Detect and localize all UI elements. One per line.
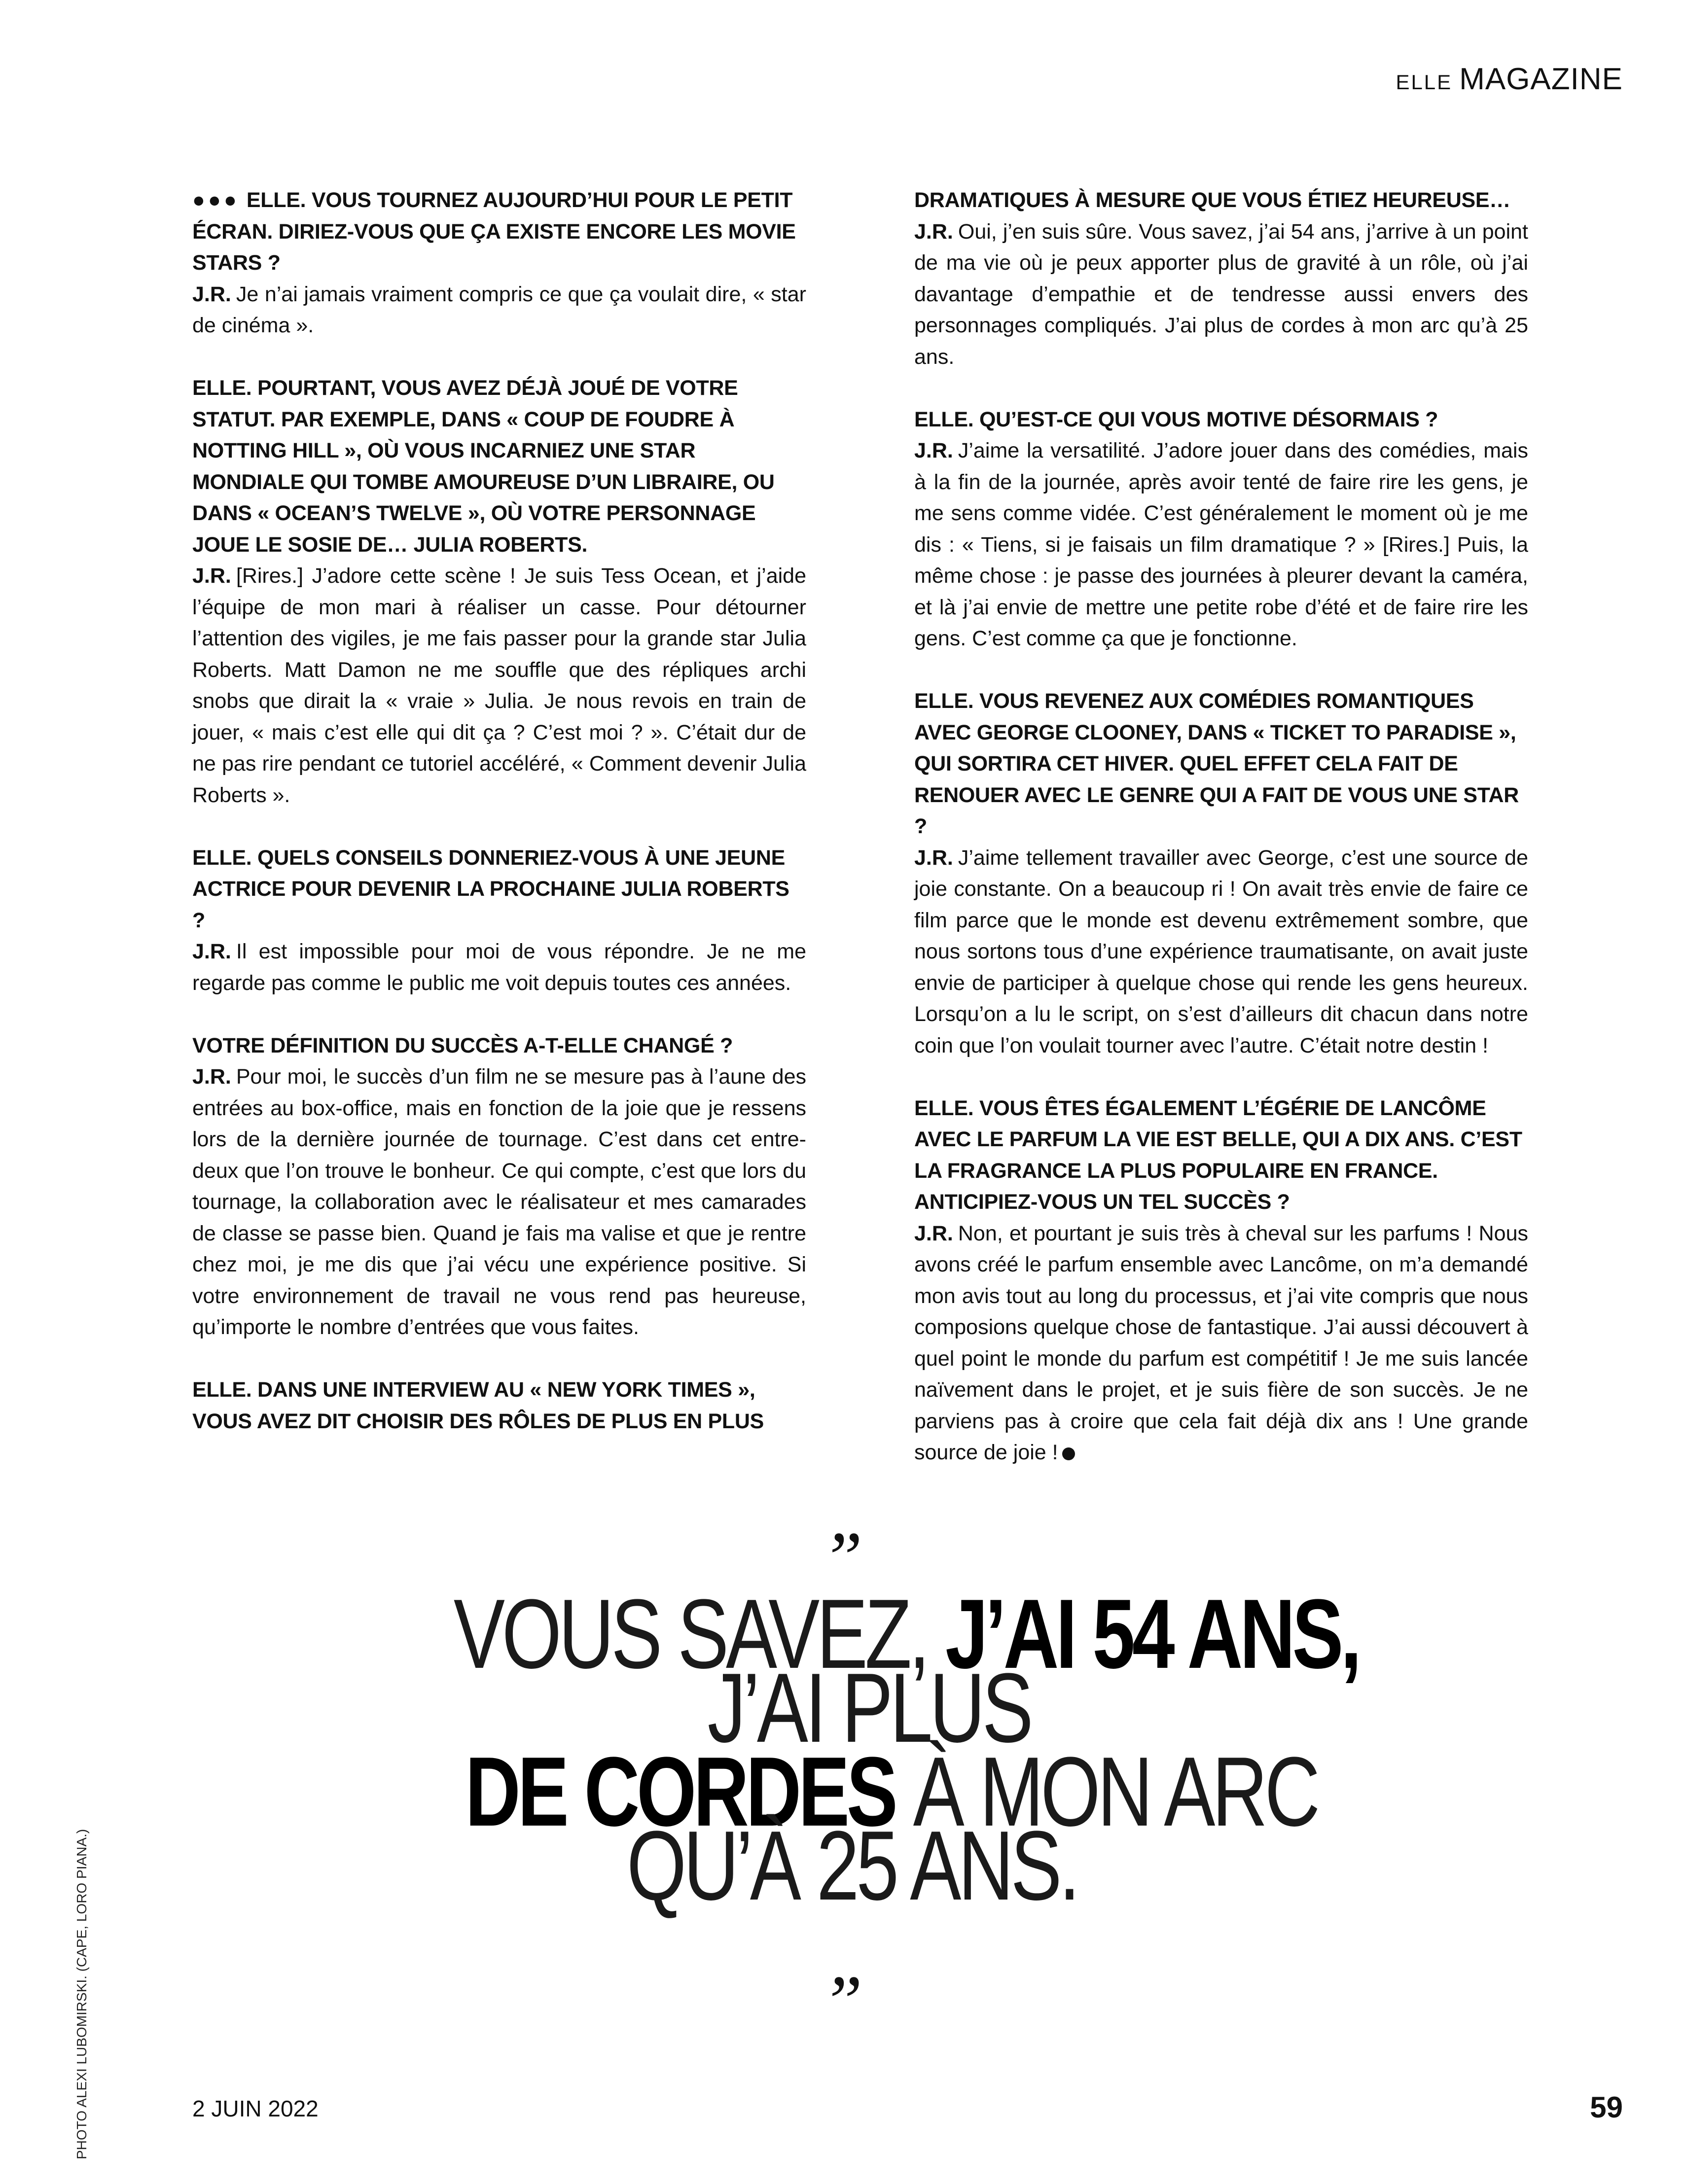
pull-quote-light-text: QU’À 25 ANS. (626, 1811, 1077, 1921)
interview-question (914, 404, 1528, 436)
interview-block (192, 185, 806, 342)
interview-block (192, 1374, 806, 1437)
answer-text: J’aime tellement travailler avec George, c’est une source de joie constante. On a beaucoup ri ! On avait très envie de faire ce film parce que le monde est devenu extrêmement sombre, que nous sortons tous d’une expérience traumatisante, on avait juste envie de participer à quelque chose qui rende les gens heureux. Lorsqu’on a lu le script, on s’est d’ailleurs dit chacun dans notre coin que l’on voulait tourner avec l’autre. C’était notre destin ! (914, 845, 1528, 1057)
answer-text: Non, et pourtant je suis très à cheval sur les parfums ! Nous avons créé le parfum ensemble avec Lancôme, on m’a demandé mon avis tout au long du processus, et j’ai vite compris que nous composions quelque chose de fantastique. J’ai aussi découvert à quel point le monde du parfum est compétitif ! Je me suis lancée naïvement dans le projet, et je suis fière de son succès. Je ne parviens pas à croire que cela fait déjà dix ans ! Une grande source de joie ! (914, 1221, 1528, 1464)
interview-question (192, 1374, 806, 1437)
pull-quote-bold-text: J’AI 54 ANS, (945, 1579, 1359, 1689)
pull-quote-light-text: À MON ARC (895, 1737, 1317, 1847)
page-number: 59 (1590, 2091, 1623, 2124)
interview-question (914, 1093, 1528, 1218)
speaker-initials: J.R. (192, 282, 231, 306)
section-label: MAGAZINE (1459, 62, 1623, 96)
interview-question (192, 185, 806, 279)
speaker-initials: J.R. (192, 564, 231, 588)
speaker-initials: J.R. (192, 1065, 231, 1089)
right-column (914, 185, 1528, 1500)
question-text: ELLE. QU’EST-CE QUI VOUS MOTIVE DÉSORMAIS ? (914, 407, 1438, 431)
interview-question (192, 1030, 806, 1062)
interview-answer (192, 561, 806, 811)
speaker-initials: J.R. (192, 940, 231, 963)
opening-quote-mark: ” (821, 1517, 863, 1599)
photo-credit: PHOTO ALEXI LUBOMIRSKI. (CAPE, LORO PIANA.) (74, 1829, 89, 2159)
answer-text: Il est impossible pour moi de vous répondre. Je ne me regarde pas comme le public me voit depuis toutes ces années. (192, 940, 806, 995)
interview-answer (914, 843, 1528, 1062)
question-text: ELLE. VOUS TOURNEZ AUJOURD’HUI POUR LE PETIT ÉCRAN. DIRIEZ-VOUS QUE ÇA EXISTE ENCORE LES MOVIE STARS ? (192, 188, 796, 275)
speaker-initials: J.R. (914, 219, 953, 244)
brand-label: ELLE (1396, 70, 1453, 94)
question-text: VOTRE DÉFINITION DU SUCCÈS A-T-ELLE CHANGÉ ? (192, 1033, 733, 1057)
question-text: DRAMATIQUES À MESURE QUE VOUS ÉTIEZ HEUREUSE… (914, 188, 1510, 212)
interview-block (192, 1030, 806, 1343)
interview-block (192, 843, 806, 999)
question-text: ELLE. DANS UNE INTERVIEW AU « NEW YORK TIMES », VOUS AVEZ DIT CHOISIR DES RÔLES DE PLUS EN PLUS (192, 1378, 764, 1433)
interview-block (914, 404, 1528, 655)
question-text: ELLE. VOUS REVENEZ AUX COMÉDIES ROMANTIQUES AVEC GEORGE CLOONEY, DANS « TICKET TO PARADISE », QUI SORTIRA CET HIVER. QUEL EFFET CELA FAIT DE RENOUER AVEC LE GENRE QUI A FAIT DE VOUS UNE STAR ? (914, 689, 1519, 838)
closing-quote-mark: ” (821, 1961, 863, 2043)
issue-date: 2 JUIN 2022 (192, 2096, 319, 2121)
interview-block (914, 686, 1528, 1061)
interview-answer (914, 435, 1528, 655)
interview-question (914, 686, 1528, 843)
bullet-dots-icon: ●●● (192, 188, 240, 212)
interview-answer (192, 279, 806, 342)
pull-quote-line (626, 1811, 1077, 1921)
answer-text: J’aime la versatilité. J’adore jouer dans des comédies, mais à la fin de la journée, après avoir tenté de faire rire les gens, je me sens comme vidée. C’est généralement le moment où je me dis : « Tiens, si je faisais un film dramatique ? » [Rires.] Puis, la même chose : je passe des journées à pleurer devant la caméra, et là j’ai envie de mettre une petite robe d’été et de faire rire les gens. C’est comme ça que je fonctionne. (914, 439, 1528, 650)
magazine-header (1396, 62, 1623, 97)
interview-question (192, 373, 806, 561)
speaker-initials: J.R. (914, 439, 953, 462)
speaker-initials: J.R. (914, 1221, 953, 1245)
interview-answer (914, 216, 1528, 373)
interview-answer (914, 1218, 1528, 1469)
interview-block (914, 185, 1528, 373)
answer-text: [Rires.] J’adore cette scène ! Je suis Tess Ocean, et j’aide l’équipe de mon mari à réaliser un casse. Pour détourner l’attention des vigiles, je me fais passer pour la grande star Julia Roberts. Matt Damon ne me souffle que des répliques archi snobs que dirait la « vraie » Julia. Je nous revois en train de jouer, « mais c’est elle qui dit ça ? C’est moi ? ». C’était dur de ne pas rire pendant ce tutoriel accéléré, « Comment devenir Julia Roberts ». (192, 564, 806, 807)
left-column (192, 185, 806, 1469)
interview-question (192, 843, 806, 937)
interview-answer (192, 936, 806, 999)
answer-text: Pour moi, le succès d’un film ne se mesure pas à l’aune des entrées au box-office, mais en fonction de la joie que je ressens lors de la dernière journée de tournage. C’est dans cet entre-deux que l’on trouve le bonheur. Ce qui compte, c’est que lors du tournage, la collaboration avec le réalisateur et mes camarades de classe se passe bien. Quand je fais ma valise et que je rentre chez moi, je me dis que j’ai vécu une expérience positive. Si votre environnement de travail ne vous rend pas heureuse, qu’importe le nombre d’entrées que vous faites. (192, 1065, 806, 1339)
question-text: ELLE. VOUS ÊTES ÉGALEMENT L’ÉGÉRIE DE LANCÔME AVEC LE PARFUM LA VIE EST BELLE, QUI A DIX ANS. C’EST LA FRAGRANCE LA PLUS POPULAIRE EN FRANCE. ANTICIPIEZ-VOUS UN TEL SUCCÈS ? (914, 1096, 1522, 1214)
interview-block (914, 1093, 1528, 1469)
pull-quote-light-text: J’AI PLUS (707, 1653, 1031, 1763)
answer-text: Oui, j’en suis sûre. Vous savez, j’ai 54 ans, j’arrive à un point de ma vie où je peux apporter plus de gravité à un rôle, où j’ai davantage d’empathie et de tendresse aussi envers des personnages compliqués. J’ai plus de cordes à mon arc qu’à 25 ans. (914, 219, 1528, 369)
end-mark-icon (1062, 1447, 1075, 1460)
pull-quote-light-text: VOUS SAVEZ, (453, 1579, 946, 1689)
pull-quote-bold-text: DE CORDES (465, 1737, 895, 1847)
answer-text: Je n’ai jamais vraiment compris ce que ça voulait dire, « star de cinéma ». (192, 282, 806, 337)
speaker-initials: J.R. (914, 845, 953, 870)
question-text: ELLE. POURTANT, VOUS AVEZ DÉJÀ JOUÉ DE VOTRE STATUT. PAR EXEMPLE, DANS « COUP DE FOUDRE À NOTTING HILL », OÙ VOUS INCARNIEZ UNE STAR MONDIALE QUI TOMBE AMOUREUSE D’UN LIBRAIRE, OU DANS « OCEAN’S TWELVE », OÙ VOTRE PERSONNAGE JOUE LE SOSIE DE… JULIA ROBERTS. (192, 376, 775, 557)
interview-answer (192, 1061, 806, 1343)
interview-question (914, 185, 1528, 216)
question-text: ELLE. QUELS CONSEILS DONNERIEZ-VOUS À UNE JEUNE ACTRICE POUR DEVENIR LA PROCHAINE JULIA ROBERTS ? (192, 845, 789, 932)
interview-block (192, 373, 806, 811)
